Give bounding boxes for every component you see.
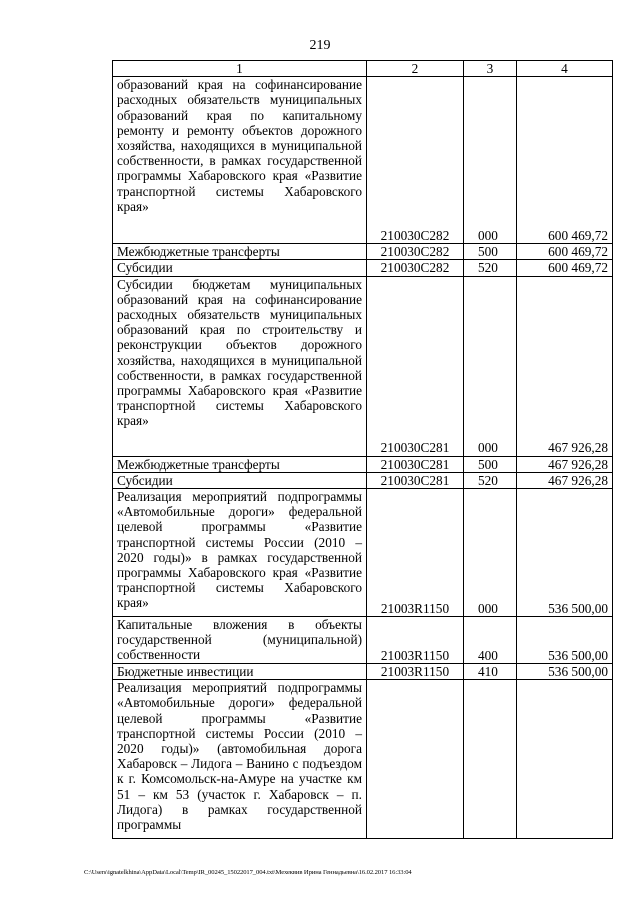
table-row (113, 276, 613, 456)
table-row (113, 680, 613, 839)
table-row (113, 489, 613, 617)
row-description: Субсидии (113, 260, 367, 276)
row-expense-type: 500 (464, 244, 517, 260)
column-header-2: 2 (367, 61, 464, 77)
row-amount: 536 500,00 (517, 489, 613, 617)
table-row (113, 456, 613, 472)
column-header-3: 3 (464, 61, 517, 77)
table-header-row (113, 61, 613, 77)
row-amount: 467 926,28 (517, 456, 613, 472)
row-amount: 600 469,72 (517, 244, 613, 260)
row-description: Субсидии бюджетам муниципальных образований края на софинансирование расходных обязательств муниципальных образований края по строительству и реконструкции объектов дорожного хозяйства, находящихся в муниципальной собственности, в рамках государственной программы Хабаровского края «Развитие транспортной системы Хабаровского края» (113, 276, 367, 456)
row-description: Реализация мероприятий подпрограммы «Автомобильные дороги» федеральной целевой программы «Развитие транспортной системы России (2010 – 2020 годы)» в рамках государственной программы Хабаровского края «Развитие транспортной системы Хабаровского края» (113, 489, 367, 617)
row-code: 210030С282 (367, 260, 464, 276)
table-row (113, 77, 613, 244)
row-expense-type: 000 (464, 276, 517, 456)
row-code: 210030С282 (367, 244, 464, 260)
row-expense-type: 520 (464, 472, 517, 488)
file-path-footer: C:\Users\ignatelkhina\AppData\Local\Temp\IR_00245_15022017_004.txt\Мехеквив Ирина Геннадьевна\16.02.2017 16:33:04 (84, 869, 412, 876)
page-number: 219 (309, 38, 331, 53)
column-header-4: 4 (517, 61, 613, 77)
row-description: Субсидии (113, 472, 367, 488)
row-amount: 600 469,72 (517, 77, 613, 244)
row-code: 21003R1150 (367, 617, 464, 664)
row-code: 210030С281 (367, 276, 464, 456)
row-expense-type: 400 (464, 617, 517, 664)
table-row (113, 472, 613, 488)
table-row (113, 260, 613, 276)
row-code: 210030С281 (367, 456, 464, 472)
row-expense-type: 410 (464, 664, 517, 680)
row-code: 21003R1150 (367, 489, 464, 617)
row-amount: 600 469,72 (517, 260, 613, 276)
row-expense-type: 000 (464, 489, 517, 617)
row-description: Реализация мероприятий подпрограммы «Автомобильные дороги» федеральной целевой программы «Развитие транспортной системы России (2010 – 2020 годы)» (автомобильная дорога Хабаровск – Лидога – Ванино с подъездом к г. Комсомольск-на-Амуре на участке км 51 – км 53 (участок г. Хабаровск – п. Лидога) в рамках государственной программы (113, 680, 367, 839)
table-row (113, 664, 613, 680)
row-description: Капитальные вложения в объекты государственной (муниципальной) собственности (113, 617, 367, 664)
row-code: 21003R1150 (367, 664, 464, 680)
table-row (113, 617, 613, 664)
row-expense-type: 520 (464, 260, 517, 276)
row-description: Межбюджетные трансферты (113, 456, 367, 472)
row-code: 210030С281 (367, 472, 464, 488)
row-description: Межбюджетные трансферты (113, 244, 367, 260)
row-amount: 536 500,00 (517, 617, 613, 664)
column-header-1: 1 (113, 61, 367, 77)
row-description: образований края на софинансирование расходных обязательств муниципальных образований края по капитальному ремонту и ремонту объектов дорожного хозяйства, находящихся в муниципальной собственности, в рамках государственной программы Хабаровского края «Развитие транспортной системы Хабаровского края» (113, 77, 367, 244)
row-expense-type (464, 680, 517, 839)
table-row (113, 244, 613, 260)
row-description: Бюджетные инвестиции (113, 664, 367, 680)
budget-table (112, 60, 613, 839)
row-expense-type: 000 (464, 77, 517, 244)
row-expense-type: 500 (464, 456, 517, 472)
row-amount: 467 926,28 (517, 276, 613, 456)
row-amount (517, 680, 613, 839)
row-code: 210030С282 (367, 77, 464, 244)
row-amount: 536 500,00 (517, 664, 613, 680)
row-code (367, 680, 464, 839)
row-amount: 467 926,28 (517, 472, 613, 488)
